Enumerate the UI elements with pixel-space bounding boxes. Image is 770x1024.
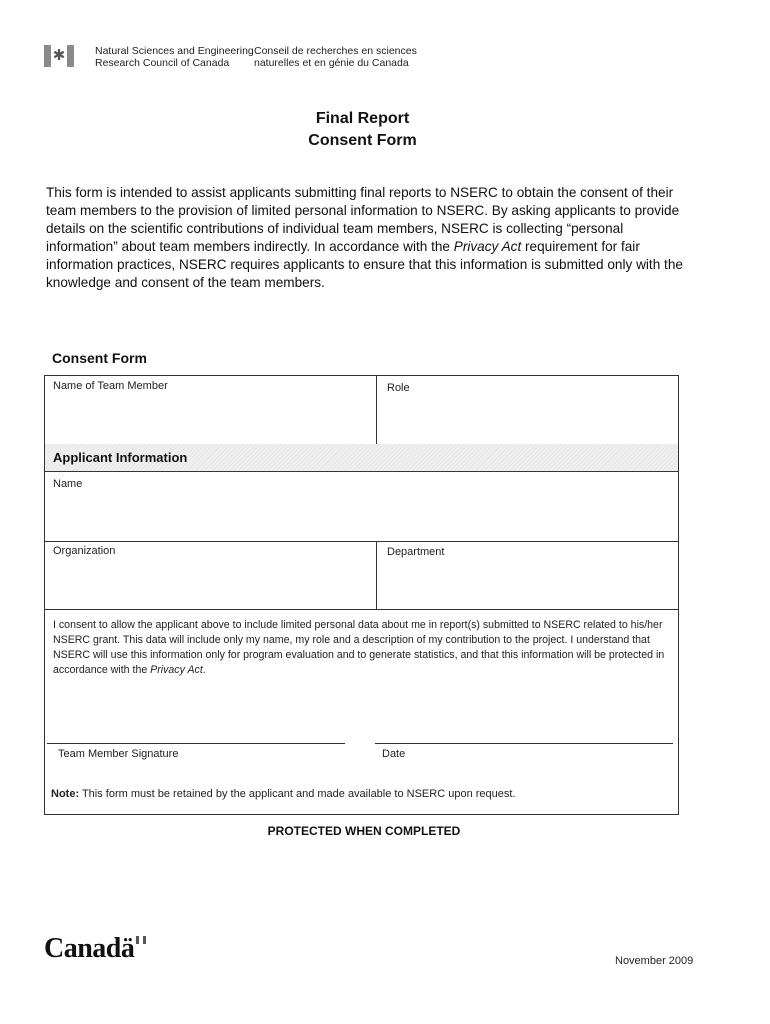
consent-privacy-act: Privacy Act xyxy=(150,664,203,676)
signature-label: Team Member Signature xyxy=(58,748,179,760)
team-member-name-label: Name of Team Member xyxy=(53,380,168,392)
divider xyxy=(376,541,377,609)
consent-statement xyxy=(53,618,673,678)
divider xyxy=(44,541,679,542)
agency-en-line1: Natural Sciences and Engineering xyxy=(95,45,254,57)
consent-form-heading: Consent Form xyxy=(52,350,147,366)
date-field[interactable] xyxy=(375,700,673,742)
note-label: Note: xyxy=(51,788,80,800)
maple-leaf-icon: ✱ xyxy=(52,47,66,64)
agency-fr-line1: Conseil de recherches en sciences xyxy=(254,45,417,57)
intro-text: This form is intended to assist applicants submitting final reports to NSERC to obtain the consent of their team members to the provision of limited personal information to NSERC. By asking applicants to provide details on the scientific contributions of individual team members, NSERC is collecting “personal information” about team members indirectly. In accordance with the xyxy=(46,185,680,254)
consent-text-end: . xyxy=(202,664,206,676)
date-line xyxy=(375,743,673,744)
name-label: Name xyxy=(53,478,83,490)
divider xyxy=(44,609,679,610)
divider xyxy=(376,375,377,444)
canada-flag-icon xyxy=(44,45,74,67)
page-title-line2: Consent Form xyxy=(308,132,417,149)
agency-name-english xyxy=(95,45,254,69)
organization-label: Organization xyxy=(53,545,116,557)
intro-text-end: requirement for fair information practices, NSERC requires applicants to ensure that this information is submitted only with the knowledge and consent of the team members. xyxy=(46,239,683,290)
agency-name-french xyxy=(254,45,417,69)
agency-fr-line2: naturelles et en génie du Canada xyxy=(254,57,409,69)
date-label: Date xyxy=(382,748,406,760)
role-field[interactable] xyxy=(378,398,676,442)
organization-field[interactable] xyxy=(46,561,374,607)
note-text: This form must be retained by the applicant and made available to NSERC upon request. xyxy=(79,788,516,800)
signature-field[interactable] xyxy=(47,700,345,742)
divider xyxy=(44,471,679,472)
department-label: Department xyxy=(387,546,445,558)
form-date: November 2009 xyxy=(615,955,694,967)
signature-line xyxy=(47,743,345,744)
intro-paragraph xyxy=(46,184,686,292)
intro-privacy-act: Privacy Act xyxy=(453,239,522,254)
retention-note xyxy=(51,788,515,800)
role-label: Role xyxy=(387,382,410,394)
wordmark-flag-icon xyxy=(136,936,146,944)
applicant-name-field[interactable] xyxy=(46,494,676,539)
page-title-line1: Final Report xyxy=(315,110,410,127)
consent-text: I consent to allow the applicant above to include limited personal data about me in report(s) submitted to NSERC related to his/her NSERC grant. This data will include only my name, my role and a description of my contribution to the project. I understand that NSERC will use this information only for program evaluation and to generate statistics, and that this information will be protected in accordance with the xyxy=(53,619,665,676)
applicant-info-heading: Applicant Information xyxy=(53,450,188,465)
department-field[interactable] xyxy=(378,562,676,607)
agency-en-line2: Research Council of Canada xyxy=(95,57,230,69)
canada-wordmark: Canadä xyxy=(44,933,135,964)
team-member-name-field[interactable] xyxy=(46,396,374,442)
protected-notice: PROTECTED WHEN COMPLETED xyxy=(267,824,461,838)
